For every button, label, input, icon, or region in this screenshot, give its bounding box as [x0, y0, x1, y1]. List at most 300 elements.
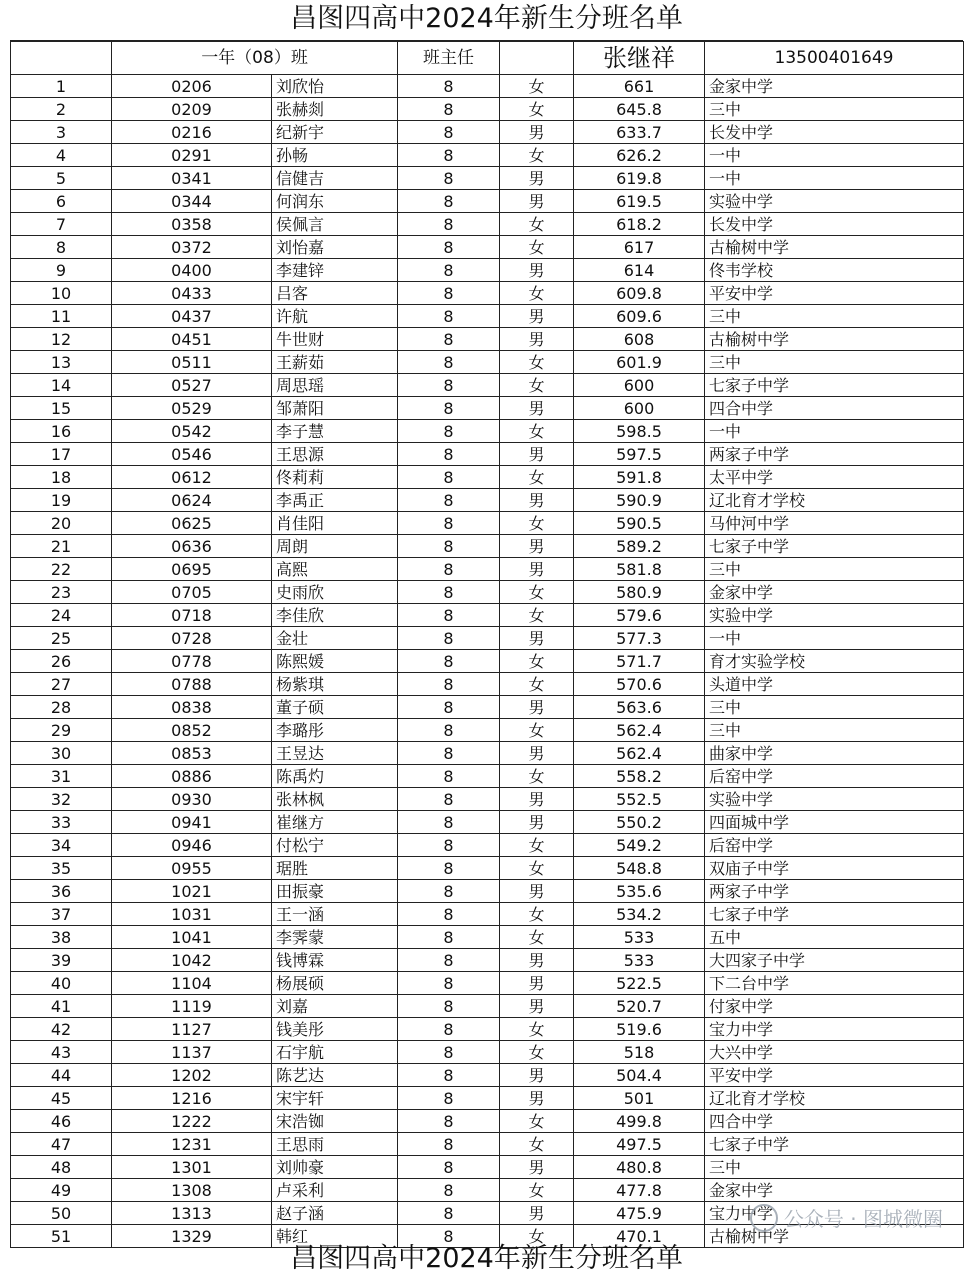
class-number: 8 [398, 259, 500, 282]
table-row [11, 811, 964, 834]
class-number: 8 [398, 696, 500, 719]
row-number: 35 [11, 857, 112, 880]
score: 519.6 [574, 1018, 705, 1041]
student-id: 0209 [112, 98, 272, 121]
student-id: 0344 [112, 190, 272, 213]
student-name: 卢采利 [272, 1179, 398, 1202]
student-name: 邹萧阳 [272, 397, 398, 420]
student-id: 0718 [112, 604, 272, 627]
table-row [11, 719, 964, 742]
table-row [11, 673, 964, 696]
table-row [11, 489, 964, 512]
row-number: 13 [11, 351, 112, 374]
student-id: 1231 [112, 1133, 272, 1156]
gender: 女 [500, 765, 574, 788]
gender: 男 [500, 535, 574, 558]
gender: 男 [500, 259, 574, 282]
table-row [11, 995, 964, 1018]
gender: 女 [500, 1018, 574, 1041]
gender: 男 [500, 305, 574, 328]
row-number: 29 [11, 719, 112, 742]
score: 590.9 [574, 489, 705, 512]
student-name: 张林枫 [272, 788, 398, 811]
class-number: 8 [398, 857, 500, 880]
table-row [11, 581, 964, 604]
student-id: 0433 [112, 282, 272, 305]
gender: 女 [500, 857, 574, 880]
class-number: 8 [398, 1225, 500, 1248]
row-number: 48 [11, 1156, 112, 1179]
student-name: 周思瑶 [272, 374, 398, 397]
class-number: 8 [398, 282, 500, 305]
score: 534.2 [574, 903, 705, 926]
student-name: 许航 [272, 305, 398, 328]
gender: 男 [500, 121, 574, 144]
gender: 女 [500, 719, 574, 742]
score: 570.6 [574, 673, 705, 696]
table-row [11, 144, 964, 167]
header-blank [500, 42, 574, 75]
gender: 男 [500, 397, 574, 420]
previous-school: 宝力中学 [705, 1018, 964, 1041]
student-name: 王思雨 [272, 1133, 398, 1156]
class-number: 8 [398, 788, 500, 811]
student-id: 0853 [112, 742, 272, 765]
table-row [11, 535, 964, 558]
class-number: 8 [398, 581, 500, 604]
previous-school: 实验中学 [705, 788, 964, 811]
gender: 女 [500, 903, 574, 926]
wechat-logo-icon [750, 1204, 778, 1232]
student-name: 钱美彤 [272, 1018, 398, 1041]
score: 571.7 [574, 650, 705, 673]
score: 608 [574, 328, 705, 351]
gender: 男 [500, 880, 574, 903]
class-number: 8 [398, 1179, 500, 1202]
score: 619.5 [574, 190, 705, 213]
gender: 男 [500, 190, 574, 213]
student-id: 0778 [112, 650, 272, 673]
page-title: 昌图四高中2024年新生分班名单 [10, 0, 963, 41]
class-number: 8 [398, 1110, 500, 1133]
row-number: 39 [11, 949, 112, 972]
student-id: 0955 [112, 857, 272, 880]
table-row [11, 788, 964, 811]
student-id: 0636 [112, 535, 272, 558]
table-row [11, 558, 964, 581]
score: 609.6 [574, 305, 705, 328]
gender: 男 [500, 742, 574, 765]
table-row [11, 1087, 964, 1110]
student-name: 石宇航 [272, 1041, 398, 1064]
previous-school: 金家中学 [705, 75, 964, 98]
student-id: 1222 [112, 1110, 272, 1133]
previous-school: 实验中学 [705, 604, 964, 627]
previous-school: 五中 [705, 926, 964, 949]
gender: 男 [500, 443, 574, 466]
score: 600 [574, 374, 705, 397]
student-name: 李璐彤 [272, 719, 398, 742]
student-name: 董子硕 [272, 696, 398, 719]
previous-school: 付家中学 [705, 995, 964, 1018]
student-name: 陈艺达 [272, 1064, 398, 1087]
score: 614 [574, 259, 705, 282]
student-id: 0542 [112, 420, 272, 443]
student-name: 刘怡嘉 [272, 236, 398, 259]
class-number: 8 [398, 489, 500, 512]
score: 591.8 [574, 466, 705, 489]
table-row [11, 1156, 964, 1179]
gender: 女 [500, 1179, 574, 1202]
student-name: 孙畅 [272, 144, 398, 167]
student-id: 1216 [112, 1087, 272, 1110]
class-number: 8 [398, 719, 500, 742]
gender: 男 [500, 489, 574, 512]
table-row [11, 903, 964, 926]
row-number: 18 [11, 466, 112, 489]
score: 548.8 [574, 857, 705, 880]
score: 558.2 [574, 765, 705, 788]
row-number: 31 [11, 765, 112, 788]
row-number: 41 [11, 995, 112, 1018]
student-id: 0852 [112, 719, 272, 742]
score: 563.6 [574, 696, 705, 719]
score: 589.2 [574, 535, 705, 558]
score: 480.8 [574, 1156, 705, 1179]
student-id: 1308 [112, 1179, 272, 1202]
student-id: 0216 [112, 121, 272, 144]
student-name: 张赫剡 [272, 98, 398, 121]
row-number: 21 [11, 535, 112, 558]
class-number: 8 [398, 420, 500, 443]
score: 579.6 [574, 604, 705, 627]
student-id: 0400 [112, 259, 272, 282]
table-row [11, 604, 964, 627]
score: 497.5 [574, 1133, 705, 1156]
student-name: 琚胜 [272, 857, 398, 880]
student-name: 牛世财 [272, 328, 398, 351]
score: 600 [574, 397, 705, 420]
row-number: 37 [11, 903, 112, 926]
gender: 男 [500, 328, 574, 351]
class-name: 一年（08）班 [112, 42, 398, 75]
score: 477.8 [574, 1179, 705, 1202]
row-number: 9 [11, 259, 112, 282]
table-row [11, 880, 964, 903]
student-id: 0341 [112, 167, 272, 190]
class-number: 8 [398, 144, 500, 167]
student-name: 田振豪 [272, 880, 398, 903]
row-number: 28 [11, 696, 112, 719]
table-row [11, 420, 964, 443]
previous-school: 古榆树中学 [705, 236, 964, 259]
previous-school: 金家中学 [705, 1179, 964, 1202]
row-number: 3 [11, 121, 112, 144]
student-id: 0511 [112, 351, 272, 374]
score: 626.2 [574, 144, 705, 167]
class-number: 8 [398, 811, 500, 834]
row-number: 33 [11, 811, 112, 834]
score: 550.2 [574, 811, 705, 834]
student-id: 1021 [112, 880, 272, 903]
score: 470.1 [574, 1225, 705, 1248]
score: 501 [574, 1087, 705, 1110]
student-id: 0372 [112, 236, 272, 259]
class-number: 8 [398, 466, 500, 489]
gender: 女 [500, 144, 574, 167]
gender: 女 [500, 1133, 574, 1156]
gender: 女 [500, 98, 574, 121]
gender: 女 [500, 466, 574, 489]
score: 617 [574, 236, 705, 259]
table-row [11, 1041, 964, 1064]
class-number: 8 [398, 397, 500, 420]
class-number: 8 [398, 1202, 500, 1225]
row-number: 47 [11, 1133, 112, 1156]
previous-school: 马仲河中学 [705, 512, 964, 535]
table-row [11, 351, 964, 374]
row-number: 42 [11, 1018, 112, 1041]
previous-school: 三中 [705, 1156, 964, 1179]
gender: 女 [500, 926, 574, 949]
student-id: 0529 [112, 397, 272, 420]
table-row [11, 190, 964, 213]
student-name: 吕客 [272, 282, 398, 305]
row-number: 19 [11, 489, 112, 512]
class-number: 8 [398, 236, 500, 259]
student-name: 侯佩言 [272, 213, 398, 236]
class-number: 8 [398, 1133, 500, 1156]
previous-school: 佟韦学校 [705, 259, 964, 282]
previous-school: 七家子中学 [705, 374, 964, 397]
class-number: 8 [398, 949, 500, 972]
student-name: 赵子涵 [272, 1202, 398, 1225]
gender: 男 [500, 1064, 574, 1087]
class-number: 8 [398, 742, 500, 765]
gender: 男 [500, 788, 574, 811]
student-name: 高熙 [272, 558, 398, 581]
student-id: 0546 [112, 443, 272, 466]
gender: 男 [500, 167, 574, 190]
class-number: 8 [398, 98, 500, 121]
table-row [11, 742, 964, 765]
table-row [11, 374, 964, 397]
class-number: 8 [398, 995, 500, 1018]
table-row [11, 512, 964, 535]
previous-school: 四合中学 [705, 397, 964, 420]
row-number: 12 [11, 328, 112, 351]
previous-school: 头道中学 [705, 673, 964, 696]
previous-school: 七家子中学 [705, 1133, 964, 1156]
class-number: 8 [398, 558, 500, 581]
student-name: 金壮 [272, 627, 398, 650]
student-id: 1031 [112, 903, 272, 926]
class-number: 8 [398, 305, 500, 328]
row-number: 46 [11, 1110, 112, 1133]
class-number: 8 [398, 903, 500, 926]
student-id: 0788 [112, 673, 272, 696]
previous-school: 大四家子中学 [705, 949, 964, 972]
row-number: 10 [11, 282, 112, 305]
gender: 男 [500, 1087, 574, 1110]
row-number: 11 [11, 305, 112, 328]
student-id: 0206 [112, 75, 272, 98]
previous-school: 古榆树中学 [705, 1225, 964, 1248]
gender: 女 [500, 351, 574, 374]
student-name: 信健吉 [272, 167, 398, 190]
gender: 男 [500, 995, 574, 1018]
gender: 女 [500, 420, 574, 443]
row-number: 32 [11, 788, 112, 811]
score: 577.3 [574, 627, 705, 650]
score: 562.4 [574, 719, 705, 742]
student-id: 0624 [112, 489, 272, 512]
row-number: 20 [11, 512, 112, 535]
table-row [11, 834, 964, 857]
student-id: 0625 [112, 512, 272, 535]
student-name: 李建锌 [272, 259, 398, 282]
previous-school: 双庙子中学 [705, 857, 964, 880]
table-row [11, 305, 964, 328]
previous-school: 长发中学 [705, 213, 964, 236]
table-row [11, 443, 964, 466]
row-number: 30 [11, 742, 112, 765]
previous-school: 长发中学 [705, 121, 964, 144]
student-id: 1329 [112, 1225, 272, 1248]
gender: 男 [500, 972, 574, 995]
previous-school: 三中 [705, 98, 964, 121]
table-row [11, 1179, 964, 1202]
row-number: 38 [11, 926, 112, 949]
table-row [11, 972, 964, 995]
previous-school: 辽北育才学校 [705, 1087, 964, 1110]
previous-school: 三中 [705, 305, 964, 328]
gender: 男 [500, 627, 574, 650]
class-number: 8 [398, 167, 500, 190]
student-name: 李禹正 [272, 489, 398, 512]
row-number: 44 [11, 1064, 112, 1087]
gender: 女 [500, 374, 574, 397]
gender: 女 [500, 213, 574, 236]
row-number: 8 [11, 236, 112, 259]
student-name: 王昱达 [272, 742, 398, 765]
previous-school: 两家子中学 [705, 443, 964, 466]
class-number: 8 [398, 190, 500, 213]
student-name: 王薪茹 [272, 351, 398, 374]
class-number: 8 [398, 374, 500, 397]
header-row [11, 42, 964, 75]
table-row [11, 466, 964, 489]
score: 504.4 [574, 1064, 705, 1087]
student-name: 刘欣怡 [272, 75, 398, 98]
score: 562.4 [574, 742, 705, 765]
previous-school: 平安中学 [705, 1064, 964, 1087]
row-number: 6 [11, 190, 112, 213]
table-row [11, 1110, 964, 1133]
previous-school: 后窑中学 [705, 765, 964, 788]
table-row [11, 857, 964, 880]
table-row [11, 765, 964, 788]
score: 518 [574, 1041, 705, 1064]
gender: 女 [500, 282, 574, 305]
teacher-name: 张继祥 [574, 42, 705, 75]
row-number: 14 [11, 374, 112, 397]
gender: 女 [500, 1225, 574, 1248]
student-name: 纪新宇 [272, 121, 398, 144]
previous-school: 三中 [705, 351, 964, 374]
row-number: 36 [11, 880, 112, 903]
class-number: 8 [398, 604, 500, 627]
student-name: 史雨欣 [272, 581, 398, 604]
student-name: 肖佳阳 [272, 512, 398, 535]
row-number: 15 [11, 397, 112, 420]
class-number: 8 [398, 926, 500, 949]
gender: 男 [500, 1202, 574, 1225]
row-number: 17 [11, 443, 112, 466]
score: 598.5 [574, 420, 705, 443]
previous-school: 古榆树中学 [705, 328, 964, 351]
next-page-title-cutoff: 昌图四高中2024年新生分班名单 [290, 1243, 683, 1274]
watermark-text: 公众号 · 图城微圈 [783, 1207, 943, 1231]
score: 549.2 [574, 834, 705, 857]
previous-school: 后窑中学 [705, 834, 964, 857]
table-row [11, 259, 964, 282]
gender: 男 [500, 696, 574, 719]
student-id: 0612 [112, 466, 272, 489]
score: 522.5 [574, 972, 705, 995]
score: 645.8 [574, 98, 705, 121]
row-number: 50 [11, 1202, 112, 1225]
student-id: 0705 [112, 581, 272, 604]
previous-school: 大兴中学 [705, 1041, 964, 1064]
student-id: 0838 [112, 696, 272, 719]
previous-school: 辽北育才学校 [705, 489, 964, 512]
row-number: 51 [11, 1225, 112, 1248]
previous-school: 七家子中学 [705, 903, 964, 926]
previous-school: 金家中学 [705, 581, 964, 604]
table-row [11, 696, 964, 719]
gender: 男 [500, 1156, 574, 1179]
score: 619.8 [574, 167, 705, 190]
student-name: 佟莉莉 [272, 466, 398, 489]
student-id: 0886 [112, 765, 272, 788]
row-number: 4 [11, 144, 112, 167]
student-name: 崔继方 [272, 811, 398, 834]
student-id: 1104 [112, 972, 272, 995]
gender: 女 [500, 581, 574, 604]
score: 533 [574, 949, 705, 972]
class-number: 8 [398, 834, 500, 857]
table-row [11, 397, 964, 420]
header-blank [11, 42, 112, 75]
table-row [11, 121, 964, 144]
student-id: 0291 [112, 144, 272, 167]
student-name: 宋浩铷 [272, 1110, 398, 1133]
row-number: 2 [11, 98, 112, 121]
class-number: 8 [398, 1018, 500, 1041]
student-name: 杨展硕 [272, 972, 398, 995]
score: 581.8 [574, 558, 705, 581]
row-number: 16 [11, 420, 112, 443]
student-id: 0695 [112, 558, 272, 581]
score: 597.5 [574, 443, 705, 466]
student-name: 何润东 [272, 190, 398, 213]
student-table [10, 41, 964, 1248]
class-number: 8 [398, 535, 500, 558]
student-name: 付松宁 [272, 834, 398, 857]
row-number: 45 [11, 1087, 112, 1110]
class-number: 8 [398, 650, 500, 673]
